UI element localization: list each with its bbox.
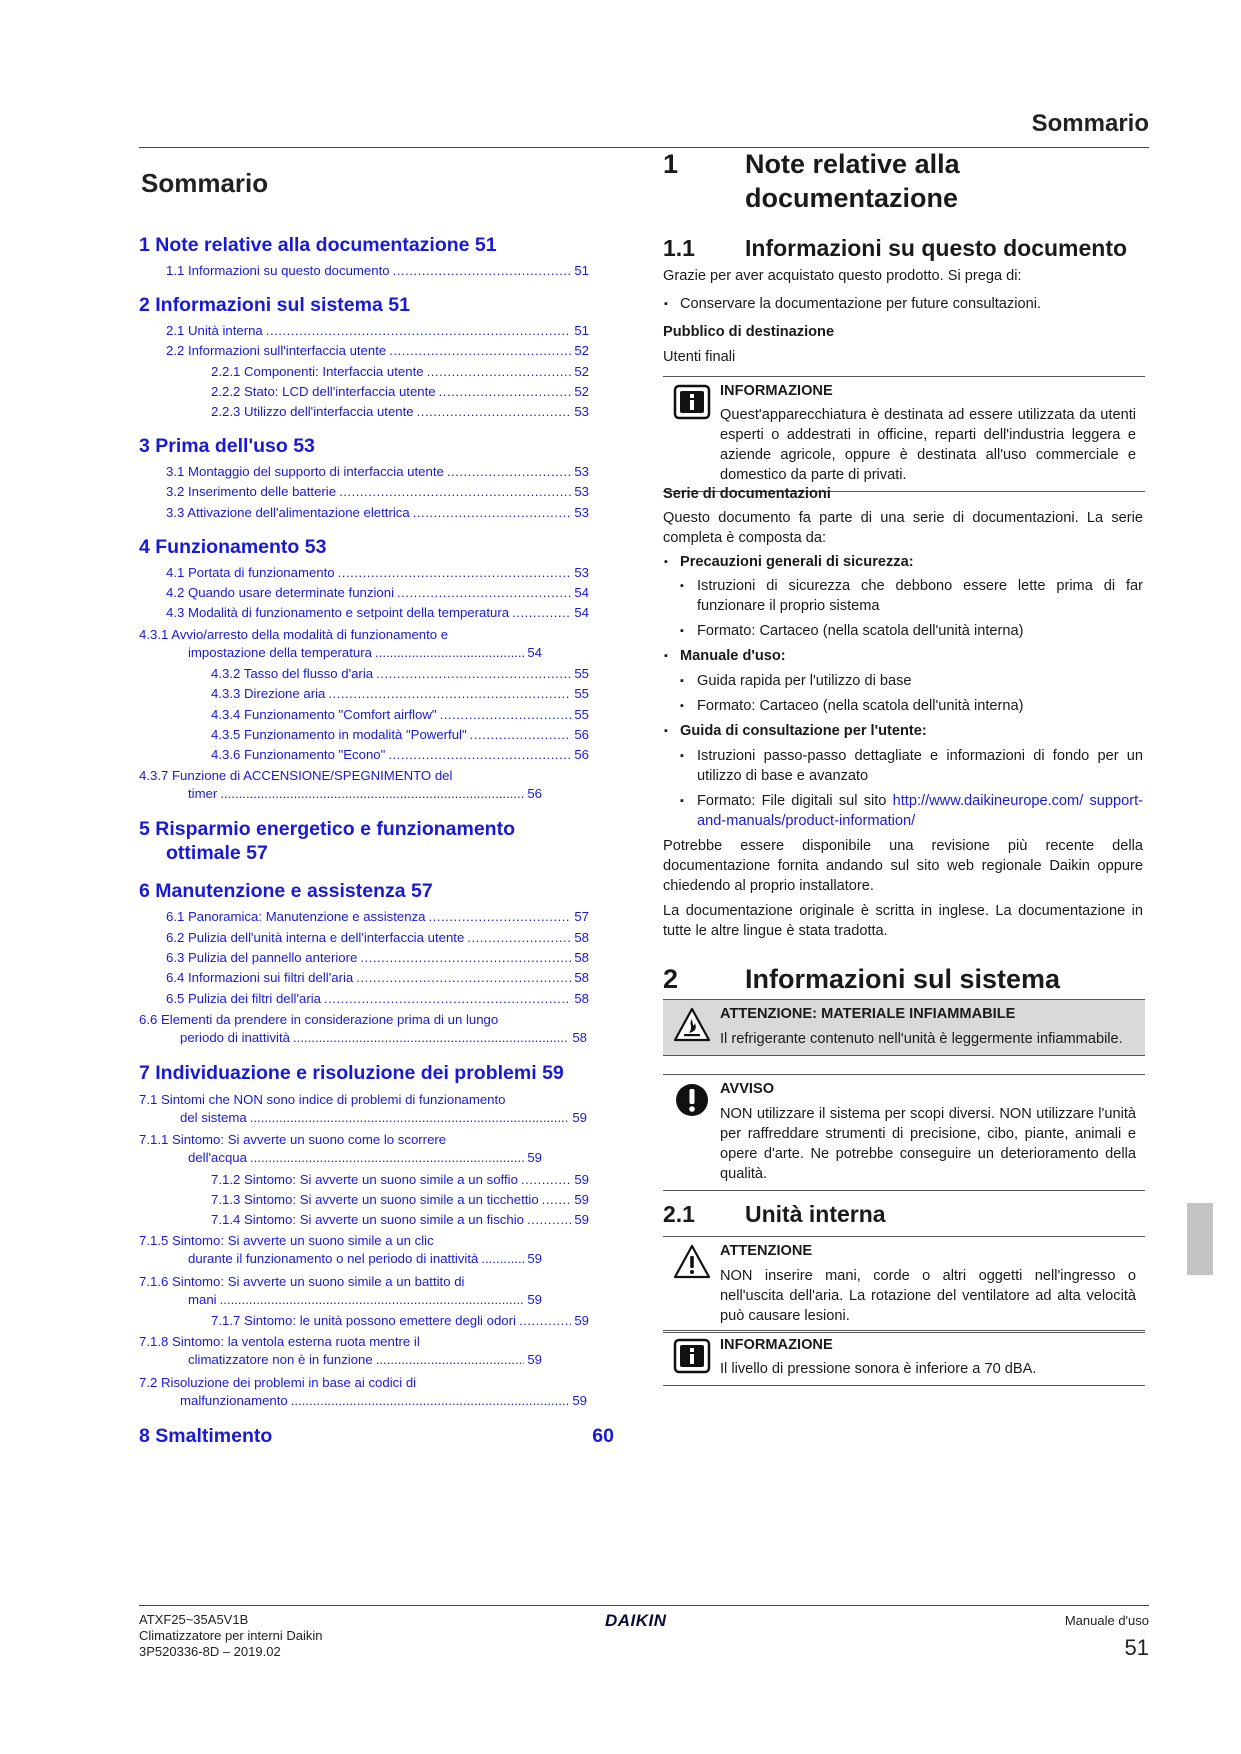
toc-entry[interactable] [211,364,589,380]
toc-entry-page: 52 [574,363,589,379]
subsection-title: Informazioni su questo documento [745,235,1128,261]
subsection-number: 2.1 [663,1201,695,1227]
toc-entry-label: 4.2 Quando usare determinate funzioni [166,585,394,601]
toc-entry[interactable] [166,464,589,480]
toc-entry[interactable] [166,930,589,946]
doc-bullet-reference: ▪ Guida di consultazione per l'utente: [663,721,1143,741]
toc-leader-dots [467,930,571,946]
toc-entry-label: 2.2.3 Utilizzo dell'interfaccia utente [211,404,414,420]
toc-entry-label: 6.4 Informazioni sui filtri dell'aria [166,970,354,986]
toc-leader-dots [324,991,571,1007]
notice-box [663,1074,1145,1191]
toc-entry-page: 54 [574,605,589,621]
toc-entry[interactable] [166,909,589,925]
chapter-thumb-tab [1187,1203,1213,1275]
toc-entry-page: 53 [574,404,589,420]
toc-entry[interactable] [166,565,589,581]
audience-text: Utenti finali [663,349,736,365]
toc-entry-label: 4.3.4 Funzionamento "Comfort airflow" [211,706,437,722]
series-heading: Serie di documentazioni [663,486,831,502]
toc-entry-label: 2.2.1 Componenti: Interfaccia utente [211,363,424,379]
toc-entry[interactable] [139,1011,587,1047]
toc-leader-dots [356,970,571,986]
toc-entry[interactable] [166,484,589,500]
toc-leader-dots [220,785,524,803]
toc-entry-page: 59 [572,1109,587,1125]
toc-leader-dots [519,1313,571,1329]
toc-leader-dots [375,644,524,662]
toc-leader-dots [427,364,572,380]
info-box-text: Il livello di pressione sonora è inferiore a 70 dBA. [720,1361,1037,1377]
caution-title: ATTENZIONE [720,1243,813,1259]
table-of-contents [139,160,614,1454]
doc-subbullet: ▪ Formato: Cartaceo (nella scatola dell'unità interna) [663,621,1143,641]
toc-leader-dots [417,404,572,420]
toc-leader-dots [542,1192,572,1208]
toc-entry-page: 56 [574,747,589,763]
toc-entry-label: 7.1.1 Sintomo: Si avverte un suono come lo scorrere [139,1132,447,1148]
toc-leader-dots [413,505,572,521]
toc-entry[interactable] [211,1313,589,1329]
toc-entry[interactable] [166,605,589,621]
info-box-2 [663,1330,1145,1386]
toc-entry-label: 4.3.2 Tasso del flusso d'aria [211,665,374,681]
info-box-1 [663,376,1145,492]
doc-subbullet: ▪ Formato: Cartaceo (nella scatola dell'unità interna) [663,696,1143,716]
toc-entry-label: 6.2 Pulizia dell'unità interna e dell'interfaccia utente [166,929,465,945]
series-block [663,484,1143,941]
toc-leader-dots [291,1392,570,1410]
toc-leader-dots [293,1029,569,1047]
revision-text: Potrebbe essere disponibile una revisione più recente della documentazione fornita andando sul sito web regionale Daikin oppure chiedendo al proprio installatore. [663,838,1143,894]
toc-entry[interactable] [211,384,589,400]
toc-section-label: 8 Smaltimento [139,1424,273,1447]
toc-entry[interactable] [139,1273,542,1309]
toc-entry-page: 53 [574,504,589,520]
toc-entry-label-cont: climatizzatore non è in funzione [188,1352,373,1368]
toc-section-label: 1 Note relative alla documentazione 51 [139,234,497,256]
toc-section-heading[interactable] [139,1061,614,1085]
toc-entry-page: 58 [574,990,589,1006]
toc-entry-page: 51 [574,263,589,278]
caution-text: NON inserire mani, corde o altri oggetti nell'ingresso o nell'uscita dell'aria. La rotazione del ventilatore ad alta velocità può causare lesioni. [720,1268,1136,1324]
flammable-warning-icon [673,1006,711,1044]
toc-section-page: 60 [592,1424,614,1447]
toc-leader-dots [521,1172,571,1188]
toc-section-label: 2 Informazioni sul sistema 51 [139,294,410,316]
doc-subbullet: ▪ Istruzioni passo-passo dettagliate e informazioni di fondo per un utilizzo di base e avanzato [663,746,1143,786]
section-title: Note relative alla documentazione [745,149,960,213]
toc-leader-dots [220,1291,525,1309]
toc-section-label: 6 Manutenzione e assistenza 57 [139,880,433,903]
doc-bullet-manual: ▪ Manuale d'uso: [663,646,1143,666]
doc-subbullet: ▪ Guida rapida per l'utilizzo di base [663,671,1143,691]
toc-entry-page: 56 [527,786,542,802]
toc-entry-page: 58 [572,1029,587,1045]
caution-box [663,1236,1145,1333]
info-box-title: INFORMAZIONE [720,383,833,399]
toc-entry[interactable] [211,727,589,743]
page-header-title: Sommario [1031,110,1149,137]
toc-entry-label: 7.1.6 Sintomo: Si avverte un suono simile a un battito di [139,1273,465,1289]
toc-entry[interactable] [211,1172,589,1188]
section-number: 2 [663,964,679,994]
section-number: 1 [663,149,679,179]
toc-section-label: 7 Individuazione e risoluzione dei problemi 59 [139,1061,564,1084]
toc-entry-label-cont: durante il funzionamento o nel periodo di inattività [188,1251,479,1267]
toc-entry-page: 55 [574,706,589,722]
toc-entry-label: 3.1 Montaggio del supporto di interfaccia utente [166,464,444,480]
toc-leader-dots [266,323,572,339]
toc-entry[interactable] [166,991,589,1007]
footer-model: ATXF25~35A5V1B [139,1612,249,1627]
toc-section-label: 4 Funzionamento 53 [139,535,327,558]
toc-entry-page: 58 [574,929,589,945]
toc-entry[interactable] [211,707,589,723]
toc-entry[interactable] [166,263,589,279]
format-label: Formato: File digitali sul sito [697,793,887,809]
toc-entry[interactable] [139,1091,587,1127]
toc-entry[interactable] [139,1374,587,1410]
toc-section-heading[interactable] [139,879,614,903]
toc-entry-label: 4.1 Portata di funzionamento [166,564,335,580]
toc-entry-label: 3.3 Attivazione dell'alimentazione elettrica [166,504,410,520]
series-text: Questo documento fa parte di una serie di documentazioni. La serie completa è composta da: [663,510,1143,546]
original-language-text: La documentazione originale è scritta in inglese. La documentazione in tutte le altre lingue è stata tradotta. [663,903,1143,939]
toc-entry[interactable] [211,666,589,682]
toc-entry-page: 57 [574,909,589,925]
toc-entry-page: 58 [574,950,589,966]
toc-entry[interactable] [139,1131,542,1167]
toc-leader-dots [250,1109,570,1127]
toc-entry-page: 53 [574,464,589,480]
toc-section-heading[interactable] [139,233,614,257]
warning-text: Il refrigerante contenuto nell'unità è leggermente infiammabile. [720,1031,1123,1047]
footer-right [1065,1613,1149,1663]
toc-entry[interactable] [211,686,589,702]
notice-title: AVVISO [720,1081,775,1097]
section-title: Informazioni sul sistema [745,964,1061,994]
audience-heading: Pubblico di destinazione [663,324,835,340]
caution-icon [673,1243,711,1281]
toc-leader-dots [388,747,571,763]
toc-entry-label: 7.1.2 Sintomo: Si avverte un suono simile a un soffio [211,1171,518,1187]
toc-entry-label: 7.1.5 Sintomo: Si avverte un suono simile a un clic [139,1233,434,1249]
toc-section-label: 3 Prima dell'uso 53 [139,435,315,458]
toc-entry[interactable] [139,626,542,662]
toc-entry-label: 3.2 Inserimento delle batterie [166,484,337,500]
toc-entry-label: 7.1.8 Sintomo: la ventola esterna ruota mentre il [139,1334,420,1350]
toc-entry-label: 4.3.6 Funzionamento "Econo" [211,747,386,763]
intro-block [663,266,1143,367]
toc-leader-dots [338,565,572,581]
toc-leader-dots [328,686,571,702]
info-icon [673,1337,711,1375]
toc-leader-dots [397,585,571,601]
page-number: 51 [1124,1635,1149,1660]
toc-entry-page: 54 [527,644,542,660]
toc-entry-label: 6.1 Panoramica: Manutenzione e assistenza [166,909,426,925]
intro-text: Grazie per aver acquistato questo prodotto. Si prega di: [663,268,1022,284]
daikin-logo: DAIKIN [605,1611,667,1630]
toc-leader-dots [393,263,572,279]
toc-entry-label-cont: impostazione della temperatura [188,644,372,660]
toc-entry[interactable] [166,950,589,966]
footer-divider [139,1605,1149,1606]
info-box-text: Quest'apparecchiatura è destinata ad essere utilizzata da utenti esperti o addestrati in officine, reparti dell'industria leggera e aziende agricole, oppure è destinata all'uso commerciale e domestico da parte di privati. [720,407,1136,483]
toc-entry-page: 59 [574,1313,589,1329]
toc-entry[interactable] [211,404,589,420]
toc-entry-label-cont: del sistema [180,1109,247,1125]
toc-entry-label: 2.2.2 Stato: LCD dell'interfaccia utente [211,383,436,399]
toc-entry-label: 4.3.7 Funzione di ACCENSIONE/SPEGNIMENTO del [139,768,453,784]
toc-entry-page: 59 [574,1171,589,1187]
daikin-website-link[interactable]: http://www.daikineurope.com/ support-and-manuals/product-information/ [697,793,1143,829]
toc-entry[interactable] [139,767,542,803]
toc-title: Sommario [141,168,269,198]
toc-section-heading[interactable] [139,1424,614,1448]
toc-entry-label: 4.3 Modalità di funzionamento e setpoint della temperatura [166,605,510,621]
footer-manual-label: Manuale d'uso [1064,1613,1149,1628]
warning-title: ATTENZIONE: MATERIALE INFIAMMABILE [720,1006,1016,1022]
toc-entry-label: 6.5 Pulizia dei filtri dell'aria [166,990,321,1006]
flammable-warning-box [663,999,1145,1056]
doc-subbullet-link [663,791,1143,831]
toc-entry-page: 59 [574,1191,589,1207]
toc-entry-page: 51 [574,323,589,338]
toc-leader-dots [447,464,571,480]
toc-entry-page: 59 [527,1251,542,1267]
toc-entry-page: 59 [572,1392,587,1408]
notice-text: NON utilizzare il sistema per scopi diversi. NON utilizzare l'unità per raffreddare strumenti di precisione, cibo, piante, animali e opere d'arte. Ne potrebbe conseguire un deterioramento della qualità. [720,1106,1136,1182]
toc-leader-dots [440,707,572,723]
toc-entry-page: 54 [574,585,589,601]
toc-entry-label: 7.1.7 Sintomo: le unità possono emettere degli odori [211,1313,516,1329]
toc-entry[interactable] [166,343,589,359]
toc-entry-page: 52 [574,383,589,399]
footer-product: Climatizzatore per interni Daikin [139,1628,323,1643]
toc-entry-page: 59 [574,1212,589,1228]
toc-entry[interactable] [166,585,589,601]
doc-bullet-safety: ▪ Precauzioni generali di sicurezza: [663,552,1143,572]
toc-entry[interactable] [139,1232,542,1268]
notice-icon [673,1081,711,1119]
toc-entry-page: 59 [527,1352,542,1368]
doc-subbullet: ▪ Istruzioni di sicurezza che debbono essere lette prima di far funzionare il proprio sistema [663,576,1143,616]
toc-entry-label: 2.1 Unità interna [166,323,263,338]
toc-entry-label: 7.1 Sintomi che NON sono indice di problemi di funzionamento [139,1091,506,1107]
info-box-title: INFORMAZIONE [720,1337,833,1353]
section-2-heading [663,962,1143,996]
toc-entry-page: 52 [574,343,589,359]
toc-section-heading[interactable] [139,293,614,317]
toc-entry-page: 56 [574,726,589,742]
toc-entry-page: 59 [527,1150,542,1166]
toc-section-label: 5 Risparmio energetico e funzionamento [139,818,515,841]
toc-entry[interactable] [166,970,589,986]
toc-entry[interactable] [211,1212,589,1228]
toc-entry-label-cont: periodo di inattività [180,1029,290,1045]
section-1-1-heading [663,234,1143,262]
toc-entry[interactable] [139,1333,542,1369]
toc-entry-page: 53 [574,484,589,500]
toc-entry[interactable] [211,1192,589,1208]
toc-entry-page: 55 [574,686,589,702]
toc-entry-label: 7.1.3 Sintomo: Si avverte un suono simile a un ticchettio [211,1191,539,1207]
toc-entry[interactable] [211,747,589,763]
toc-entry-label-cont: timer [188,786,218,802]
toc-section-heading[interactable] [139,535,614,559]
toc-leader-dots [376,1351,525,1369]
info-icon [673,383,711,421]
toc-body [139,233,614,1448]
toc-entry-label: 6.3 Pulizia del pannello anteriore [166,950,358,966]
toc-entry-label-cont: mani [188,1291,217,1307]
toc-section-heading[interactable] [139,434,614,458]
toc-leader-dots [429,909,572,925]
toc-leader-dots [389,343,571,359]
toc-leader-dots [512,605,571,621]
toc-section-label-cont: ottimale 57 [166,842,268,865]
toc-leader-dots [360,950,571,966]
toc-entry-page: 55 [574,665,589,681]
toc-entry-label: 4.3.5 Funzionamento in modalità "Powerful" [211,726,467,742]
toc-leader-dots [376,666,571,682]
toc-entry-label-cont: malfunzionamento [180,1392,288,1408]
toc-entry-page: 53 [574,564,589,580]
toc-leader-dots [481,1250,524,1268]
toc-entry[interactable] [166,505,589,521]
intro-bullet: ▪ Conservare la documentazione per future consultazioni. [663,294,1143,314]
toc-entry-page: 59 [527,1291,542,1307]
toc-entry-label: 6.6 Elementi da prendere in considerazione prima di un lungo [139,1011,499,1027]
toc-entry-label: 7.2 Risoluzione dei problemi in base ai codici di [139,1374,417,1390]
toc-leader-dots [470,727,572,743]
subsection-number: 1.1 [663,235,695,261]
toc-leader-dots [527,1212,571,1228]
toc-entry-label: 1.1 Informazioni su questo documento [166,263,390,278]
footer-doc-code: 3P520336-8D – 2019.02 [139,1644,281,1659]
toc-leader-dots [339,484,571,500]
toc-entry-label: 2.2 Informazioni sull'interfaccia utente [166,343,387,359]
toc-section-heading[interactable] [139,817,614,865]
toc-entry-page: 58 [574,970,589,986]
toc-entry-label: 7.1.4 Sintomo: Si avverte un suono simile a un fischio [211,1212,525,1228]
toc-leader-dots [250,1149,524,1167]
toc-entry-label: 4.3.1 Avvio/arresto della modalità di funzionamento e [139,626,449,642]
subsection-title: Unità interna [745,1201,886,1227]
toc-entry-label: 4.3.3 Direzione aria [211,686,326,702]
toc-entry[interactable] [166,323,589,339]
section-2-1-heading [663,1200,1143,1228]
toc-leader-dots [439,384,572,400]
section-1-heading [663,147,1143,215]
toc-entry-label-cont: dell'acqua [188,1150,247,1166]
footer-left [139,1612,323,1660]
